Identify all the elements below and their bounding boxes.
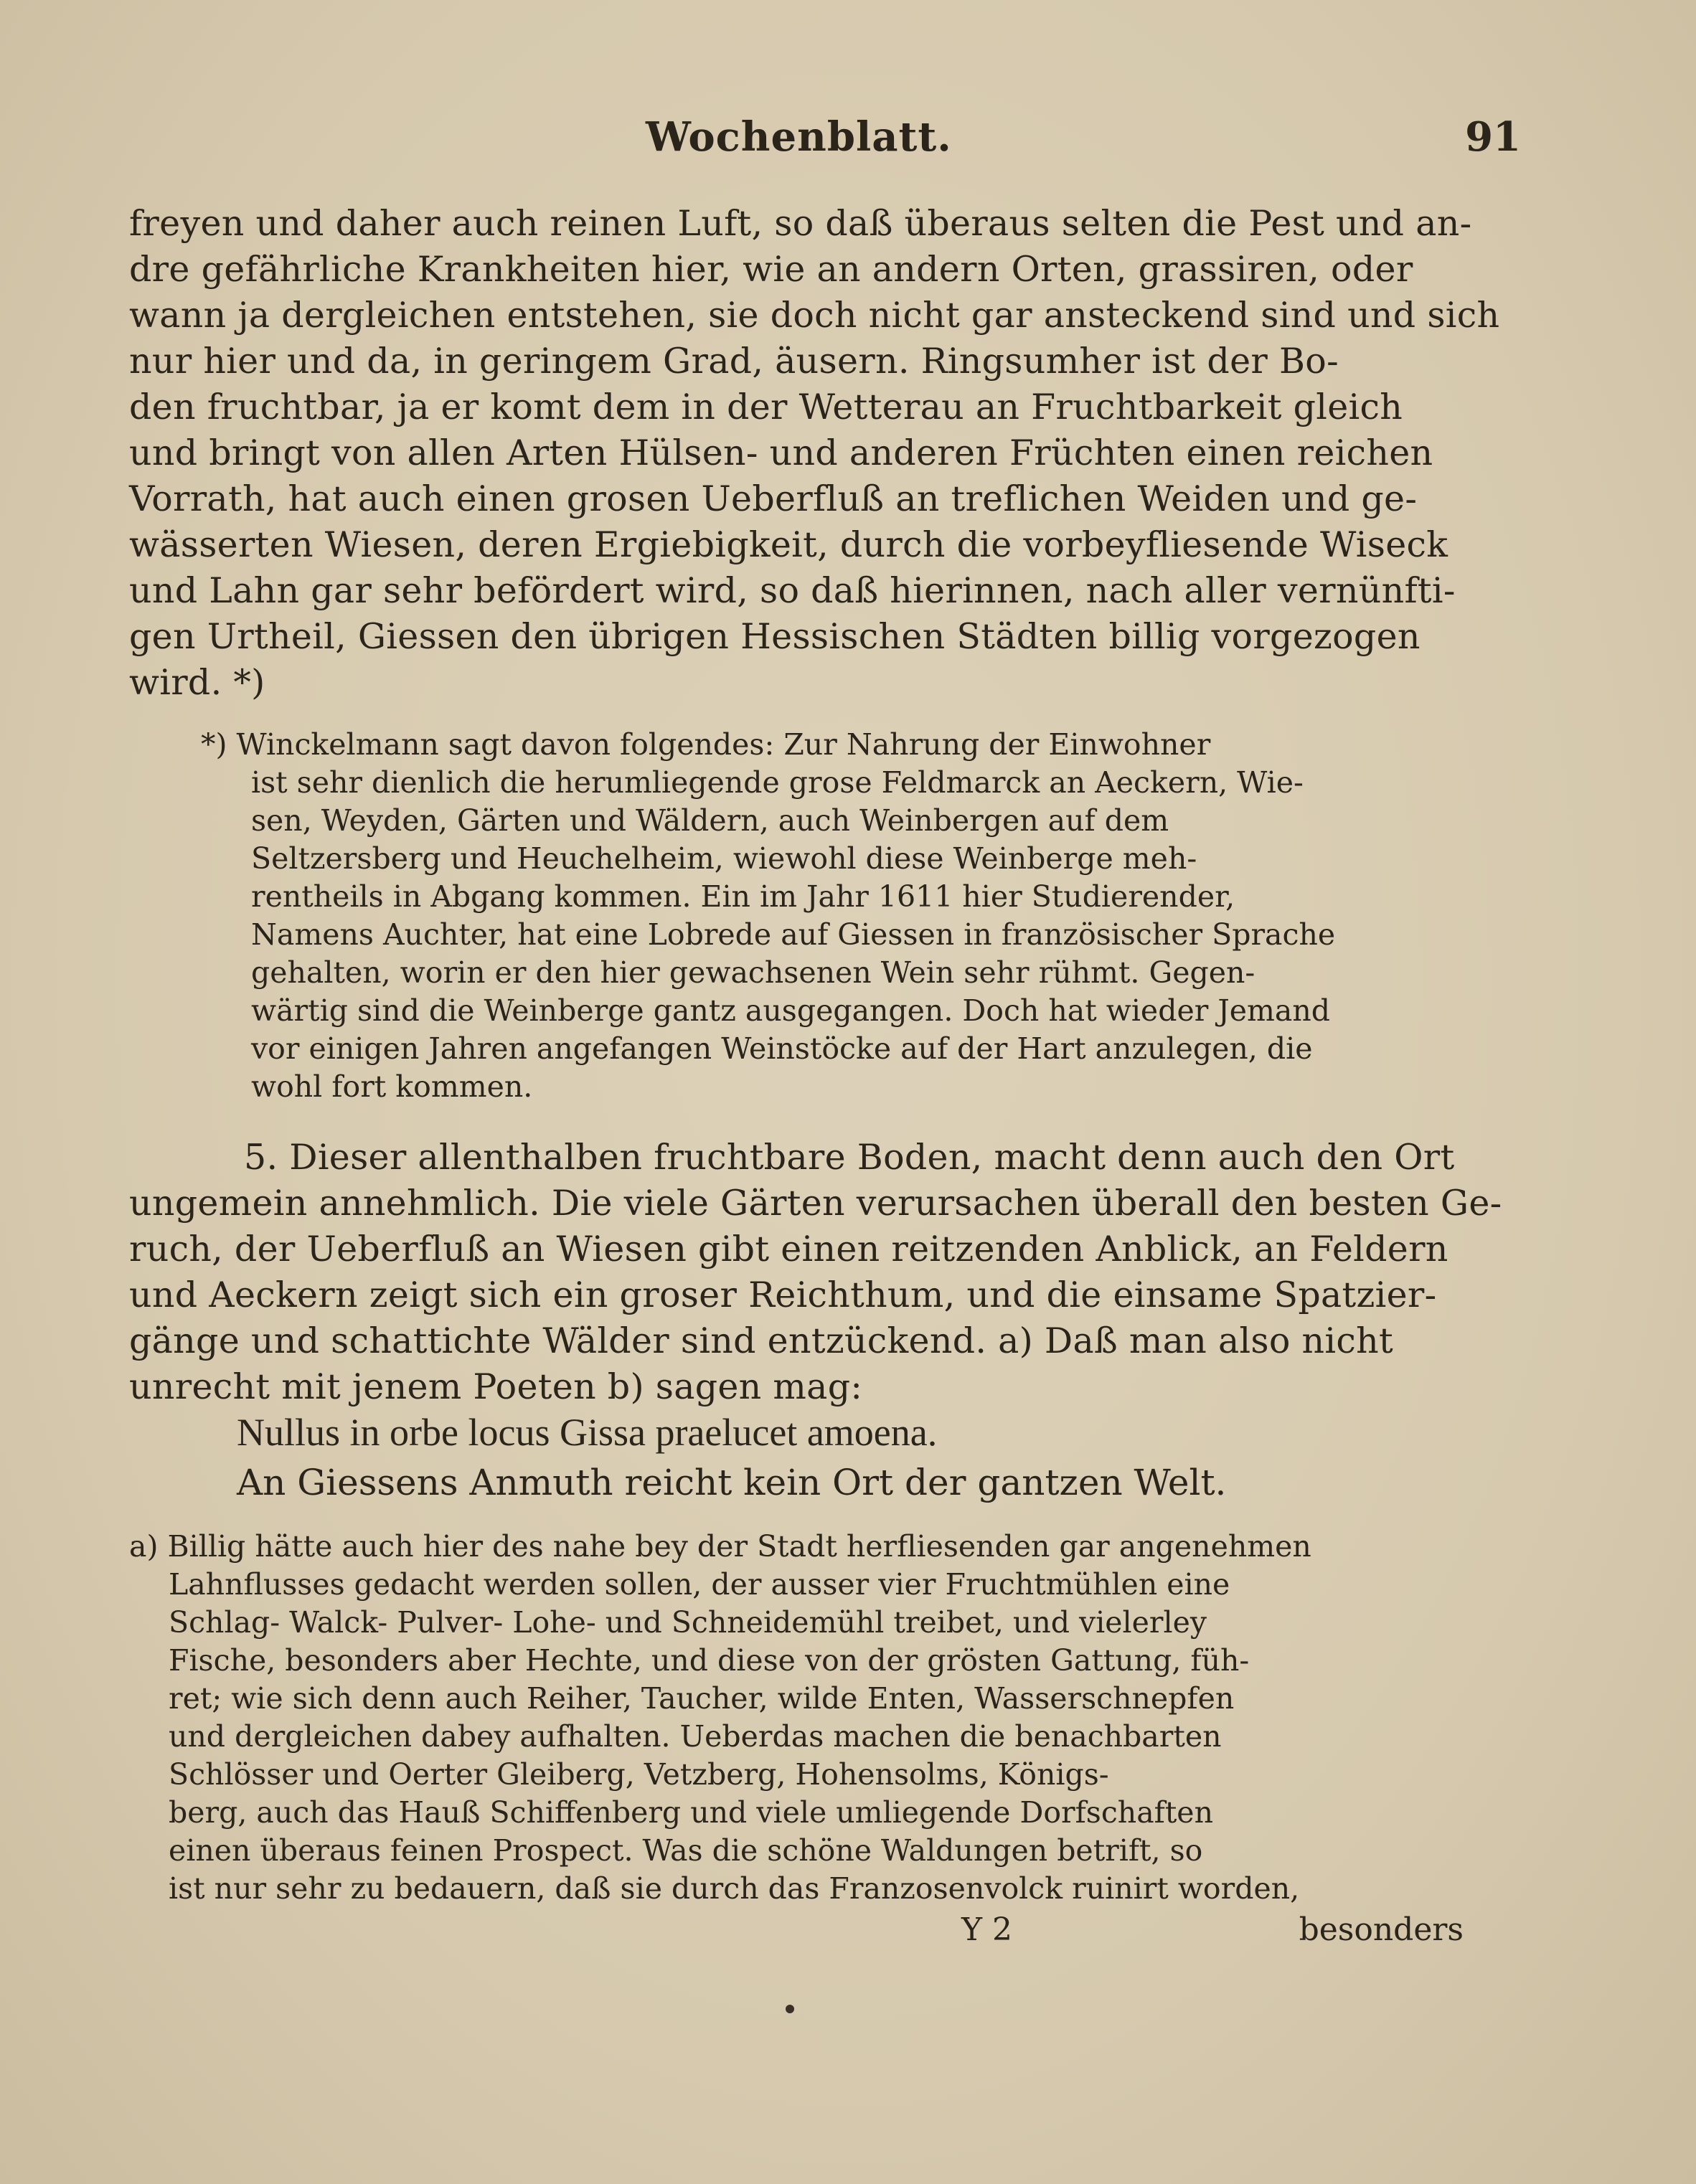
footnote-line: Schlösser und Oerter Gleiberg, Vetzberg, Hohensolms, Königs- [169, 1757, 1109, 1792]
footnote-line: sen, Weyden, Gärten und Wäldern, auch Weinbergen auf dem [251, 803, 1169, 838]
latin-verse: Nullus in orbe locus Gissa praelucet amoena. [237, 1411, 938, 1454]
text-line: 5. Dieser allenthalben fruchtbare Boden, macht denn auch den Ort [244, 1137, 1455, 1178]
text-line: wann ja dergleichen entstehen, sie doch nicht gar ansteckend sind und sich [129, 295, 1500, 336]
text-line: unrecht mit jenem Poeten b) sagen mag: [129, 1366, 863, 1407]
german-verse: An Giessens Anmuth reicht kein Ort der gantzen Welt. [237, 1462, 1227, 1503]
footnote-line: berg, auch das Hauß Schiffenberg und viele umliegende Dorfschaften [169, 1795, 1213, 1830]
footnote-star [129, 726, 1464, 1106]
page-number: 91 [1465, 113, 1521, 161]
footnote-line: Namens Auchter, hat eine Lobrede auf Giessen in französischer Sprache [251, 917, 1336, 952]
text-line: ruch, der Ueberfluß an Wiesen gibt einen reitzenden Anblick, an Feldern [129, 1229, 1448, 1270]
footnote-line: wohl fort kommen. [251, 1069, 533, 1104]
text-line: Vorrath, hat auch einen grosen Ueberfluß an treflichen Weiden und ge- [129, 478, 1418, 519]
text-line: ungemein annehmlich. Die viele Gärten verursachen überall den besten Ge- [129, 1183, 1502, 1224]
paragraph-main-1 [129, 201, 1500, 706]
text-line: gänge und schattichte Wälder sind entzückend. a) Daß man also nicht [129, 1320, 1393, 1361]
text-line: wird. *) [129, 662, 265, 703]
text-line: nur hier und da, in geringem Grad, äusern. Ringsumher ist der Bo- [129, 341, 1339, 382]
page-header [129, 113, 1521, 178]
paragraph-main-2 [129, 1135, 1502, 1410]
footnote-line: Lahnflusses gedacht werden sollen, der ausser vier Fruchtmühlen eine [169, 1567, 1230, 1602]
footnote-a [129, 1528, 1464, 1908]
footnote-line: Schlag- Walck- Pulver- Lohe- und Schneidemühl treibet, und vielerley [169, 1605, 1207, 1640]
signature-mark: Y 2 [961, 1911, 1013, 1948]
verse-quote [237, 1407, 1571, 1508]
footnote-line: gehalten, worin er den hier gewachsenen Wein sehr rühmt. Gegen- [251, 955, 1255, 990]
text-line: gen Urtheil, Giessen den übrigen Hessischen Städten billig vorgezogen [129, 616, 1421, 657]
page-footer [129, 1911, 1464, 1954]
text-line: dre gefährliche Krankheiten hier, wie an andern Orten, grassiren, oder [129, 249, 1413, 290]
footnote-line: Fische, besonders aber Hechte, und diese von der grösten Gattung, füh- [169, 1643, 1250, 1678]
footnote-line: ret; wie sich denn auch Reiher, Taucher, wilde Enten, Wasserschnepfen [169, 1681, 1235, 1716]
footnote-line: *) Winckelmann sagt davon folgendes: Zur Nahrung der Einwohner [201, 727, 1211, 762]
footnote-line: einen überaus feinen Prospect. Was die schöne Waldungen betrift, so [169, 1833, 1203, 1868]
footnote-line: ist nur sehr zu bedauern, daß sie durch das Franzosenvolck ruinirt worden, [169, 1871, 1300, 1906]
footnote-line: rentheils in Abgang kommen. Ein im Jahr 1611 hier Studierender, [251, 879, 1235, 914]
footnote-line: a) Billig hätte auch hier des nahe bey der Stadt herfliesenden gar angenehmen [129, 1529, 1311, 1564]
footnote-line: vor einigen Jahren angefangen Weinstöcke auf der Hart anzulegen, die [251, 1031, 1313, 1066]
text-line: freyen und daher auch reinen Luft, so daß überaus selten die Pest und an- [129, 203, 1472, 244]
ink-dot [786, 2005, 794, 2013]
footnote-line: Seltzersberg und Heuchelheim, wiewohl diese Weinberge meh- [251, 841, 1197, 876]
footnote-line: und dergleichen dabey aufhalten. Ueberdas machen die benachbarten [169, 1719, 1222, 1754]
text-line: und Aeckern zeigt sich ein groser Reichthum, und die einsame Spatzier- [129, 1275, 1437, 1315]
footnote-line: ist sehr dienlich die herumliegende grose Feldmarck an Aeckern, Wie- [251, 765, 1304, 800]
text-line: wässerten Wiesen, deren Ergiebigkeit, durch die vorbeyfliesende Wiseck [129, 524, 1448, 565]
text-line: und Lahn gar sehr befördert wird, so daß hierinnen, nach aller vernünfti- [129, 570, 1456, 611]
footnote-line: wärtig sind die Weinberge gantz ausgegangen. Doch hat wieder Jemand [251, 993, 1331, 1028]
running-title: Wochenblatt. [646, 113, 952, 161]
text-line: und bringt von allen Arten Hülsen- und anderen Früchten einen reichen [129, 432, 1433, 473]
catchword: besonders [1299, 1911, 1464, 1948]
text-line: den fruchtbar, ja er komt dem in der Wetterau an Fruchtbarkeit gleich [129, 387, 1403, 427]
